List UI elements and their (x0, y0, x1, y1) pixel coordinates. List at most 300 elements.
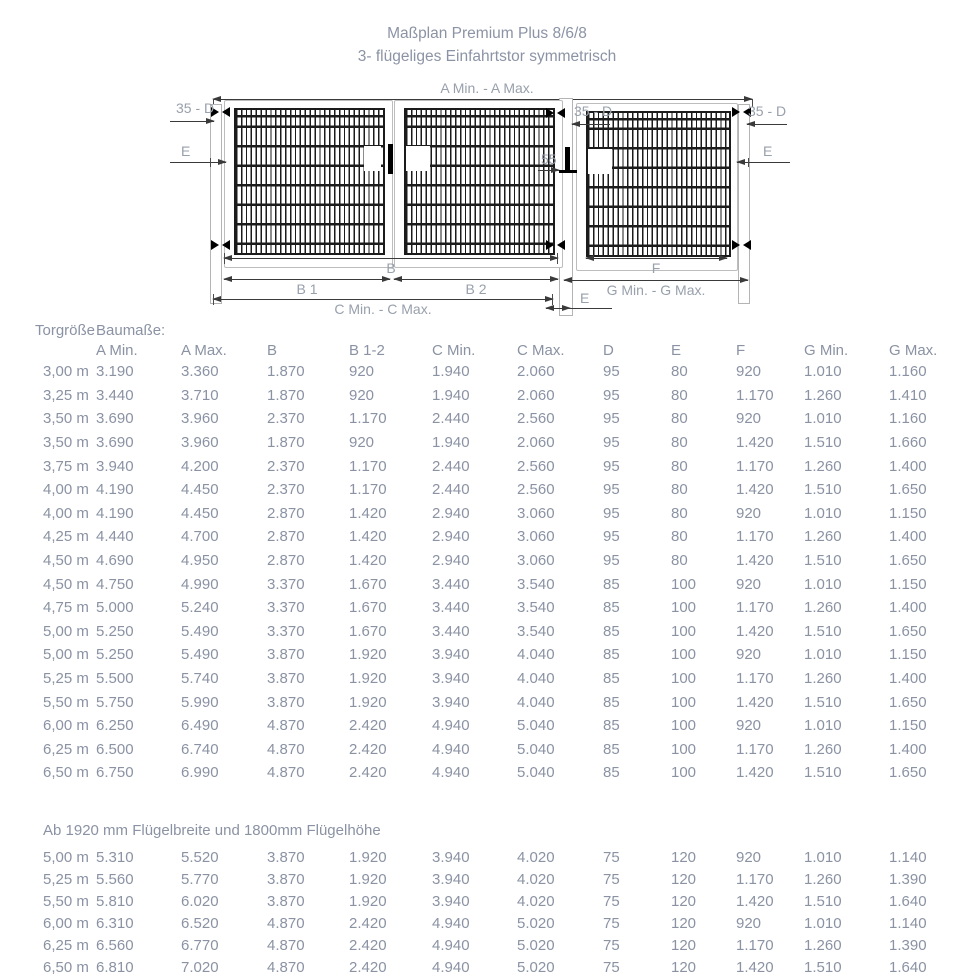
table-cell: 5.310 (96, 848, 134, 866)
table-cell: 1.150 (889, 717, 927, 735)
table-row (0, 912, 960, 934)
table-cell: 1.420 (736, 434, 774, 452)
table-cell: 2.870 (267, 504, 305, 522)
table-cell: 1.510 (804, 959, 842, 977)
table-cell: 95 (603, 457, 620, 475)
gate-wing-3-mesh (586, 111, 731, 257)
table-cell: 1.420 (736, 959, 774, 977)
table-row (0, 846, 960, 868)
table-cell: 1.010 (804, 504, 842, 522)
col-header-baumasse: Baumaße: (96, 322, 166, 339)
table-cell: 75 (603, 936, 620, 954)
table-cell: D (603, 342, 614, 359)
lock-cutout (406, 146, 430, 171)
table-cell: 1.650 (889, 764, 927, 782)
table-cell: 1.940 (432, 363, 470, 381)
table-cell: G Max. (889, 342, 938, 359)
table-cell: 1.640 (889, 959, 927, 977)
table-row (0, 738, 960, 762)
table-cell: 3,25 m (43, 386, 89, 404)
table-row (0, 549, 960, 573)
table-cell: 6,00 m (43, 717, 89, 735)
dim-tick (748, 158, 749, 167)
table-row (0, 384, 960, 408)
table-cell: 3.370 (267, 575, 305, 593)
table-cell: 1.170 (349, 457, 387, 475)
table-cell: B (267, 342, 278, 359)
table-cell: 3.940 (432, 693, 470, 711)
table-cell: 1.150 (889, 504, 927, 522)
table-cell: 3.370 (267, 622, 305, 640)
table-cell: 1.010 (804, 914, 842, 932)
table-cell: 1.410 (889, 386, 927, 404)
table-cell: 1.420 (736, 693, 774, 711)
dim-label-b1: B 1 (296, 281, 318, 297)
dim-label-a: A Min. - A Max. (440, 80, 534, 96)
table-cell: 4.690 (96, 552, 134, 570)
table-cell: 5.990 (181, 693, 219, 711)
table-cell: 3.690 (96, 434, 134, 452)
table-row (0, 572, 960, 596)
table-cell: 100 (671, 670, 697, 688)
table-cell: 85 (603, 764, 620, 782)
table-cell: 3.940 (432, 870, 470, 888)
table-cell: 1.920 (349, 693, 387, 711)
table-cell: 1.400 (889, 670, 927, 688)
table-cell: 2.420 (349, 914, 387, 932)
table-cell: 4.700 (181, 528, 219, 546)
table-cell: 100 (671, 646, 697, 664)
dim-line-35d-mid (572, 124, 610, 125)
table-cell: 80 (671, 363, 688, 381)
table-cell: 920 (349, 363, 375, 381)
table-cell: 920 (736, 914, 762, 932)
table-cell: 100 (671, 599, 697, 617)
table-cell: 1.160 (889, 363, 927, 381)
table-cell: 2.870 (267, 552, 305, 570)
table-row (0, 525, 960, 549)
table-cell: 4.940 (432, 717, 470, 735)
table-cell: 5.240 (181, 599, 219, 617)
table-cell: 5.250 (96, 622, 134, 640)
table-cell: 95 (603, 481, 620, 499)
table-cell: 1.920 (349, 646, 387, 664)
table-cell: 5.040 (517, 740, 555, 758)
table-cell: 4.940 (432, 740, 470, 758)
table-cell: 75 (603, 914, 620, 932)
table-cell: 4.190 (96, 504, 134, 522)
table-cell: 1.390 (889, 870, 927, 888)
lock-cutout (364, 146, 381, 171)
table-cell: 4.450 (181, 504, 219, 522)
table-cell: 1.260 (804, 740, 842, 758)
table-cell: 2.560 (517, 481, 555, 499)
table-cell: 2.420 (349, 959, 387, 977)
table-row (0, 667, 960, 691)
table-cell: 4,25 m (43, 528, 89, 546)
table-cell: 2.560 (517, 410, 555, 428)
table-cell: 4.950 (181, 552, 219, 570)
table-cell: 1.420 (736, 622, 774, 640)
dim-label-35d-mid: 35 - D (574, 103, 613, 119)
table-cell: 920 (736, 504, 762, 522)
table-cell: 2.560 (517, 457, 555, 475)
dim-line-b1 (224, 279, 390, 280)
table-row (0, 714, 960, 738)
dim-line-e-right (737, 162, 790, 163)
table-cell: 4.940 (432, 914, 470, 932)
table-cell: 6.250 (96, 717, 134, 735)
table-cell: 1.670 (349, 575, 387, 593)
table-cell: 5.020 (517, 936, 555, 954)
dim-label-e-right: E (763, 143, 773, 159)
table-cell: 3,50 m (43, 434, 89, 452)
table-cell: 100 (671, 717, 697, 735)
table-cell: 5,00 m (43, 848, 89, 866)
table-cell: 5.560 (96, 870, 134, 888)
drop-bolt (565, 147, 570, 171)
table-cell: B 1-2 (349, 342, 385, 359)
table-cell: 920 (736, 646, 762, 664)
dim-tick (552, 294, 553, 305)
table-cell: 95 (603, 434, 620, 452)
table-cell: 1.670 (349, 622, 387, 640)
table-cell: 2.870 (267, 528, 305, 546)
table-cell: 920 (349, 434, 375, 452)
table-cell: 1.170 (736, 386, 774, 404)
table-cell: 920 (736, 410, 762, 428)
table-cell: 920 (349, 386, 375, 404)
table-cell: 6,00 m (43, 914, 89, 932)
table-cell: 4.200 (181, 457, 219, 475)
table-cell: 6,25 m (43, 740, 89, 758)
table-cell: 4,50 m (43, 552, 89, 570)
table-cell: 4,00 m (43, 504, 89, 522)
table-cell: 4.870 (267, 764, 305, 782)
table-cell: 80 (671, 481, 688, 499)
table-cell: 3.870 (267, 646, 305, 664)
table-cell: 6,50 m (43, 764, 89, 782)
dim-line-g (564, 280, 748, 281)
table-cell: 2.370 (267, 410, 305, 428)
table-cell: 2.420 (349, 717, 387, 735)
table-cell: 2.420 (349, 764, 387, 782)
table-row (0, 690, 960, 714)
table-cell: 1.260 (804, 528, 842, 546)
table-cell: 2.420 (349, 936, 387, 954)
table-cell: 1.400 (889, 599, 927, 617)
table-cell: 1.510 (804, 892, 842, 910)
table-cell: 3,00 m (43, 363, 89, 381)
table-row (0, 868, 960, 890)
table-cell: 3.540 (517, 599, 555, 617)
table-cell: 3.440 (432, 575, 470, 593)
table-cell: 1.260 (804, 870, 842, 888)
drop-bolt-foot (559, 170, 577, 173)
table-cell: 1.150 (889, 646, 927, 664)
table-cell: 5.520 (181, 848, 219, 866)
table-cell: 1.390 (889, 936, 927, 954)
table-row (0, 643, 960, 667)
table-cell: 1.510 (804, 764, 842, 782)
table-cell: 5.490 (181, 646, 219, 664)
table-cell: 5,00 m (43, 646, 89, 664)
table-cell: 5,25 m (43, 670, 89, 688)
table-cell: 4,75 m (43, 599, 89, 617)
table-cell: 1.940 (432, 434, 470, 452)
table-cell: 1.870 (267, 386, 305, 404)
table-cell: 1.400 (889, 528, 927, 546)
table-row (0, 502, 960, 526)
table-cell: 95 (603, 386, 620, 404)
table-cell: 120 (671, 959, 697, 977)
table-cell: 1.510 (804, 481, 842, 499)
table-cell: 120 (671, 870, 697, 888)
dim-line-e-bottom (546, 308, 570, 309)
table-cell: 1.420 (736, 481, 774, 499)
table-cell: 2.940 (432, 504, 470, 522)
table-row (0, 596, 960, 620)
table-cell: 6.810 (96, 959, 134, 977)
table-cell: 85 (603, 575, 620, 593)
table-cell: 1.510 (804, 693, 842, 711)
table-cell: 1.510 (804, 552, 842, 570)
table-cell: 120 (671, 914, 697, 932)
table-cell: 1.870 (267, 434, 305, 452)
table-row (0, 890, 960, 912)
table-cell: 100 (671, 693, 697, 711)
table-cell: 4.750 (96, 575, 134, 593)
table-cell: 6.520 (181, 914, 219, 932)
table-cell: 95 (603, 504, 620, 522)
table-cell: 1.400 (889, 740, 927, 758)
table-cell: 4.940 (432, 936, 470, 954)
dim-tick (224, 253, 225, 264)
table-cell: 3.190 (96, 363, 134, 381)
table-cell: 7.020 (181, 959, 219, 977)
table-row (0, 360, 960, 384)
table-cell: 2.940 (432, 528, 470, 546)
page-title-line1: Maßplan Premium Plus 8/6/8 (387, 25, 587, 42)
table-row (0, 454, 960, 478)
table-cell: 100 (671, 764, 697, 782)
dim-line-e-bottom-tail (570, 308, 612, 309)
table-cell: 1.650 (889, 552, 927, 570)
table-body-section2 (0, 846, 960, 979)
table-row (0, 956, 960, 978)
table-cell: 2.060 (517, 434, 555, 452)
table-cell: C Max. (517, 342, 565, 359)
table-cell: 95 (603, 552, 620, 570)
table-cell: 1.010 (804, 410, 842, 428)
table-cell: 6.500 (96, 740, 134, 758)
table-cell: 2.440 (432, 481, 470, 499)
table-cell: 2.940 (432, 552, 470, 570)
table-cell: 4.020 (517, 848, 555, 866)
dim-label-g: G Min. - G Max. (606, 282, 706, 298)
table-cell: 3.960 (181, 434, 219, 452)
table-cell: 1.260 (804, 457, 842, 475)
table-cell: 3.870 (267, 693, 305, 711)
table-cell: 4,50 m (43, 575, 89, 593)
table-cell: 4.870 (267, 959, 305, 977)
table-cell: 1.650 (889, 622, 927, 640)
table-cell: 1.640 (889, 892, 927, 910)
table-cell: 6.490 (181, 717, 219, 735)
table-cell: 1.170 (736, 740, 774, 758)
table-cell: 5.250 (96, 646, 134, 664)
table-cell: 4.940 (432, 764, 470, 782)
table-cell: 3.690 (96, 410, 134, 428)
dim-line-e-left (170, 162, 226, 163)
table-cell: 6.740 (181, 740, 219, 758)
table-cell: 1.670 (349, 599, 387, 617)
dim-line-35d-right (747, 124, 787, 125)
table-cell: G Min. (804, 342, 849, 359)
table-cell: 4.870 (267, 914, 305, 932)
table-cell: 3,50 m (43, 410, 89, 428)
dim-line-f (586, 258, 727, 259)
table-cell: 1.660 (889, 434, 927, 452)
table-header-row (0, 341, 960, 360)
table-cell: 1.010 (804, 717, 842, 735)
table-cell: 6.020 (181, 892, 219, 910)
table-cell: 1.170 (736, 936, 774, 954)
table-cell: 3.360 (181, 363, 219, 381)
table-cell: 6,25 m (43, 936, 89, 954)
table-cell: 80 (671, 528, 688, 546)
table-cell: 85 (603, 599, 620, 617)
table-cell: 1.940 (432, 386, 470, 404)
page-title-line2: 3- flügeliges Einfahrtstor symmetrisch (357, 48, 617, 65)
table-cell: 95 (603, 363, 620, 381)
table-cell: 5.770 (181, 870, 219, 888)
table-cell: 1.010 (804, 646, 842, 664)
table-cell: 2.440 (432, 457, 470, 475)
table-cell: 85 (603, 740, 620, 758)
table-cell: 1.260 (804, 670, 842, 688)
table-cell: 2.060 (517, 363, 555, 381)
table-cell: 1.260 (804, 936, 842, 954)
table-cell: 95 (603, 410, 620, 428)
table-cell: 920 (736, 848, 762, 866)
table-cell: 1.510 (804, 622, 842, 640)
table-cell: 3.540 (517, 575, 555, 593)
table-cell: 920 (736, 575, 762, 593)
table-cell: 5,50 m (43, 892, 89, 910)
dim-label-35d-right: 35 - D (748, 103, 787, 119)
table-body (0, 360, 960, 785)
table-cell: A Max. (181, 342, 227, 359)
table-cell: F (736, 342, 746, 359)
table-cell: 4.940 (432, 959, 470, 977)
table-cell: 80 (671, 504, 688, 522)
table-cell: C Min. (432, 342, 476, 359)
table-cell: 1.420 (736, 764, 774, 782)
table-cell: 1.420 (349, 528, 387, 546)
table-cell: 85 (603, 622, 620, 640)
dim-tick (210, 158, 211, 167)
table-cell: 4,00 m (43, 481, 89, 499)
table-cell: 1.170 (349, 410, 387, 428)
table-cell: 1.010 (804, 575, 842, 593)
table-cell: 3.540 (517, 622, 555, 640)
lock-cutout (588, 149, 612, 174)
table-cell: 2.060 (517, 386, 555, 404)
table-cell: 80 (671, 386, 688, 404)
table-cell: 3.710 (181, 386, 219, 404)
table-cell: 1.160 (889, 410, 927, 428)
table-cell: 85 (603, 717, 620, 735)
table-cell: 5.810 (96, 892, 134, 910)
table-cell: 100 (671, 622, 697, 640)
table-cell: 1.140 (889, 848, 927, 866)
table-cell: A Min. (96, 342, 138, 359)
table-cell: 5.500 (96, 670, 134, 688)
dim-label-e-left: E (181, 143, 191, 159)
table-cell: 1.170 (736, 670, 774, 688)
table-cell: 85 (603, 670, 620, 688)
hinge-icon (211, 240, 230, 251)
table-cell: 6.750 (96, 764, 134, 782)
table-cell: 95 (603, 528, 620, 546)
table-cell: 1.260 (804, 386, 842, 404)
table-cell: 4.870 (267, 740, 305, 758)
table-cell: 1.420 (736, 552, 774, 570)
table-cell: 6.560 (96, 936, 134, 954)
table-cell: 6.310 (96, 914, 134, 932)
dim-label-e-bottom: E (580, 290, 590, 306)
table-cell: 4.040 (517, 693, 555, 711)
table-cell: 1.420 (349, 504, 387, 522)
table-cell: 3.060 (517, 528, 555, 546)
table-cell: 6.990 (181, 764, 219, 782)
table-cell: 6,50 m (43, 959, 89, 977)
table-cell: 75 (603, 959, 620, 977)
table-cell: 4.870 (267, 717, 305, 735)
table-cell: 1.920 (349, 870, 387, 888)
dim-tick (213, 294, 214, 305)
table-cell: 6.770 (181, 936, 219, 954)
table-cell: 1.920 (349, 848, 387, 866)
table-cell: 1.170 (736, 599, 774, 617)
table-cell: 5,25 m (43, 870, 89, 888)
table-cell: 1.010 (804, 363, 842, 381)
table-cell: 5.040 (517, 717, 555, 735)
table-cell: 920 (736, 363, 762, 381)
table-cell: 5,50 m (43, 693, 89, 711)
dim-label-b2: B 2 (465, 281, 487, 297)
table-cell: 85 (603, 646, 620, 664)
table-cell: 1.920 (349, 670, 387, 688)
table-cell: 1.400 (889, 457, 927, 475)
table-cell: 5.750 (96, 693, 134, 711)
table-cell: E (671, 342, 682, 359)
table-row (0, 934, 960, 956)
dim-line-35d-left (170, 121, 214, 122)
table-cell: 1.920 (349, 892, 387, 910)
table-cell: 85 (603, 693, 620, 711)
table-cell: 4.020 (517, 892, 555, 910)
table-row (0, 341, 960, 360)
hinge-icon (546, 240, 565, 251)
table-cell: 80 (671, 457, 688, 475)
table-cell: 5.000 (96, 599, 134, 617)
table-cell: 5.020 (517, 914, 555, 932)
table-cell: 3.870 (267, 870, 305, 888)
table-cell: 120 (671, 848, 697, 866)
table-cell: 3.440 (432, 622, 470, 640)
